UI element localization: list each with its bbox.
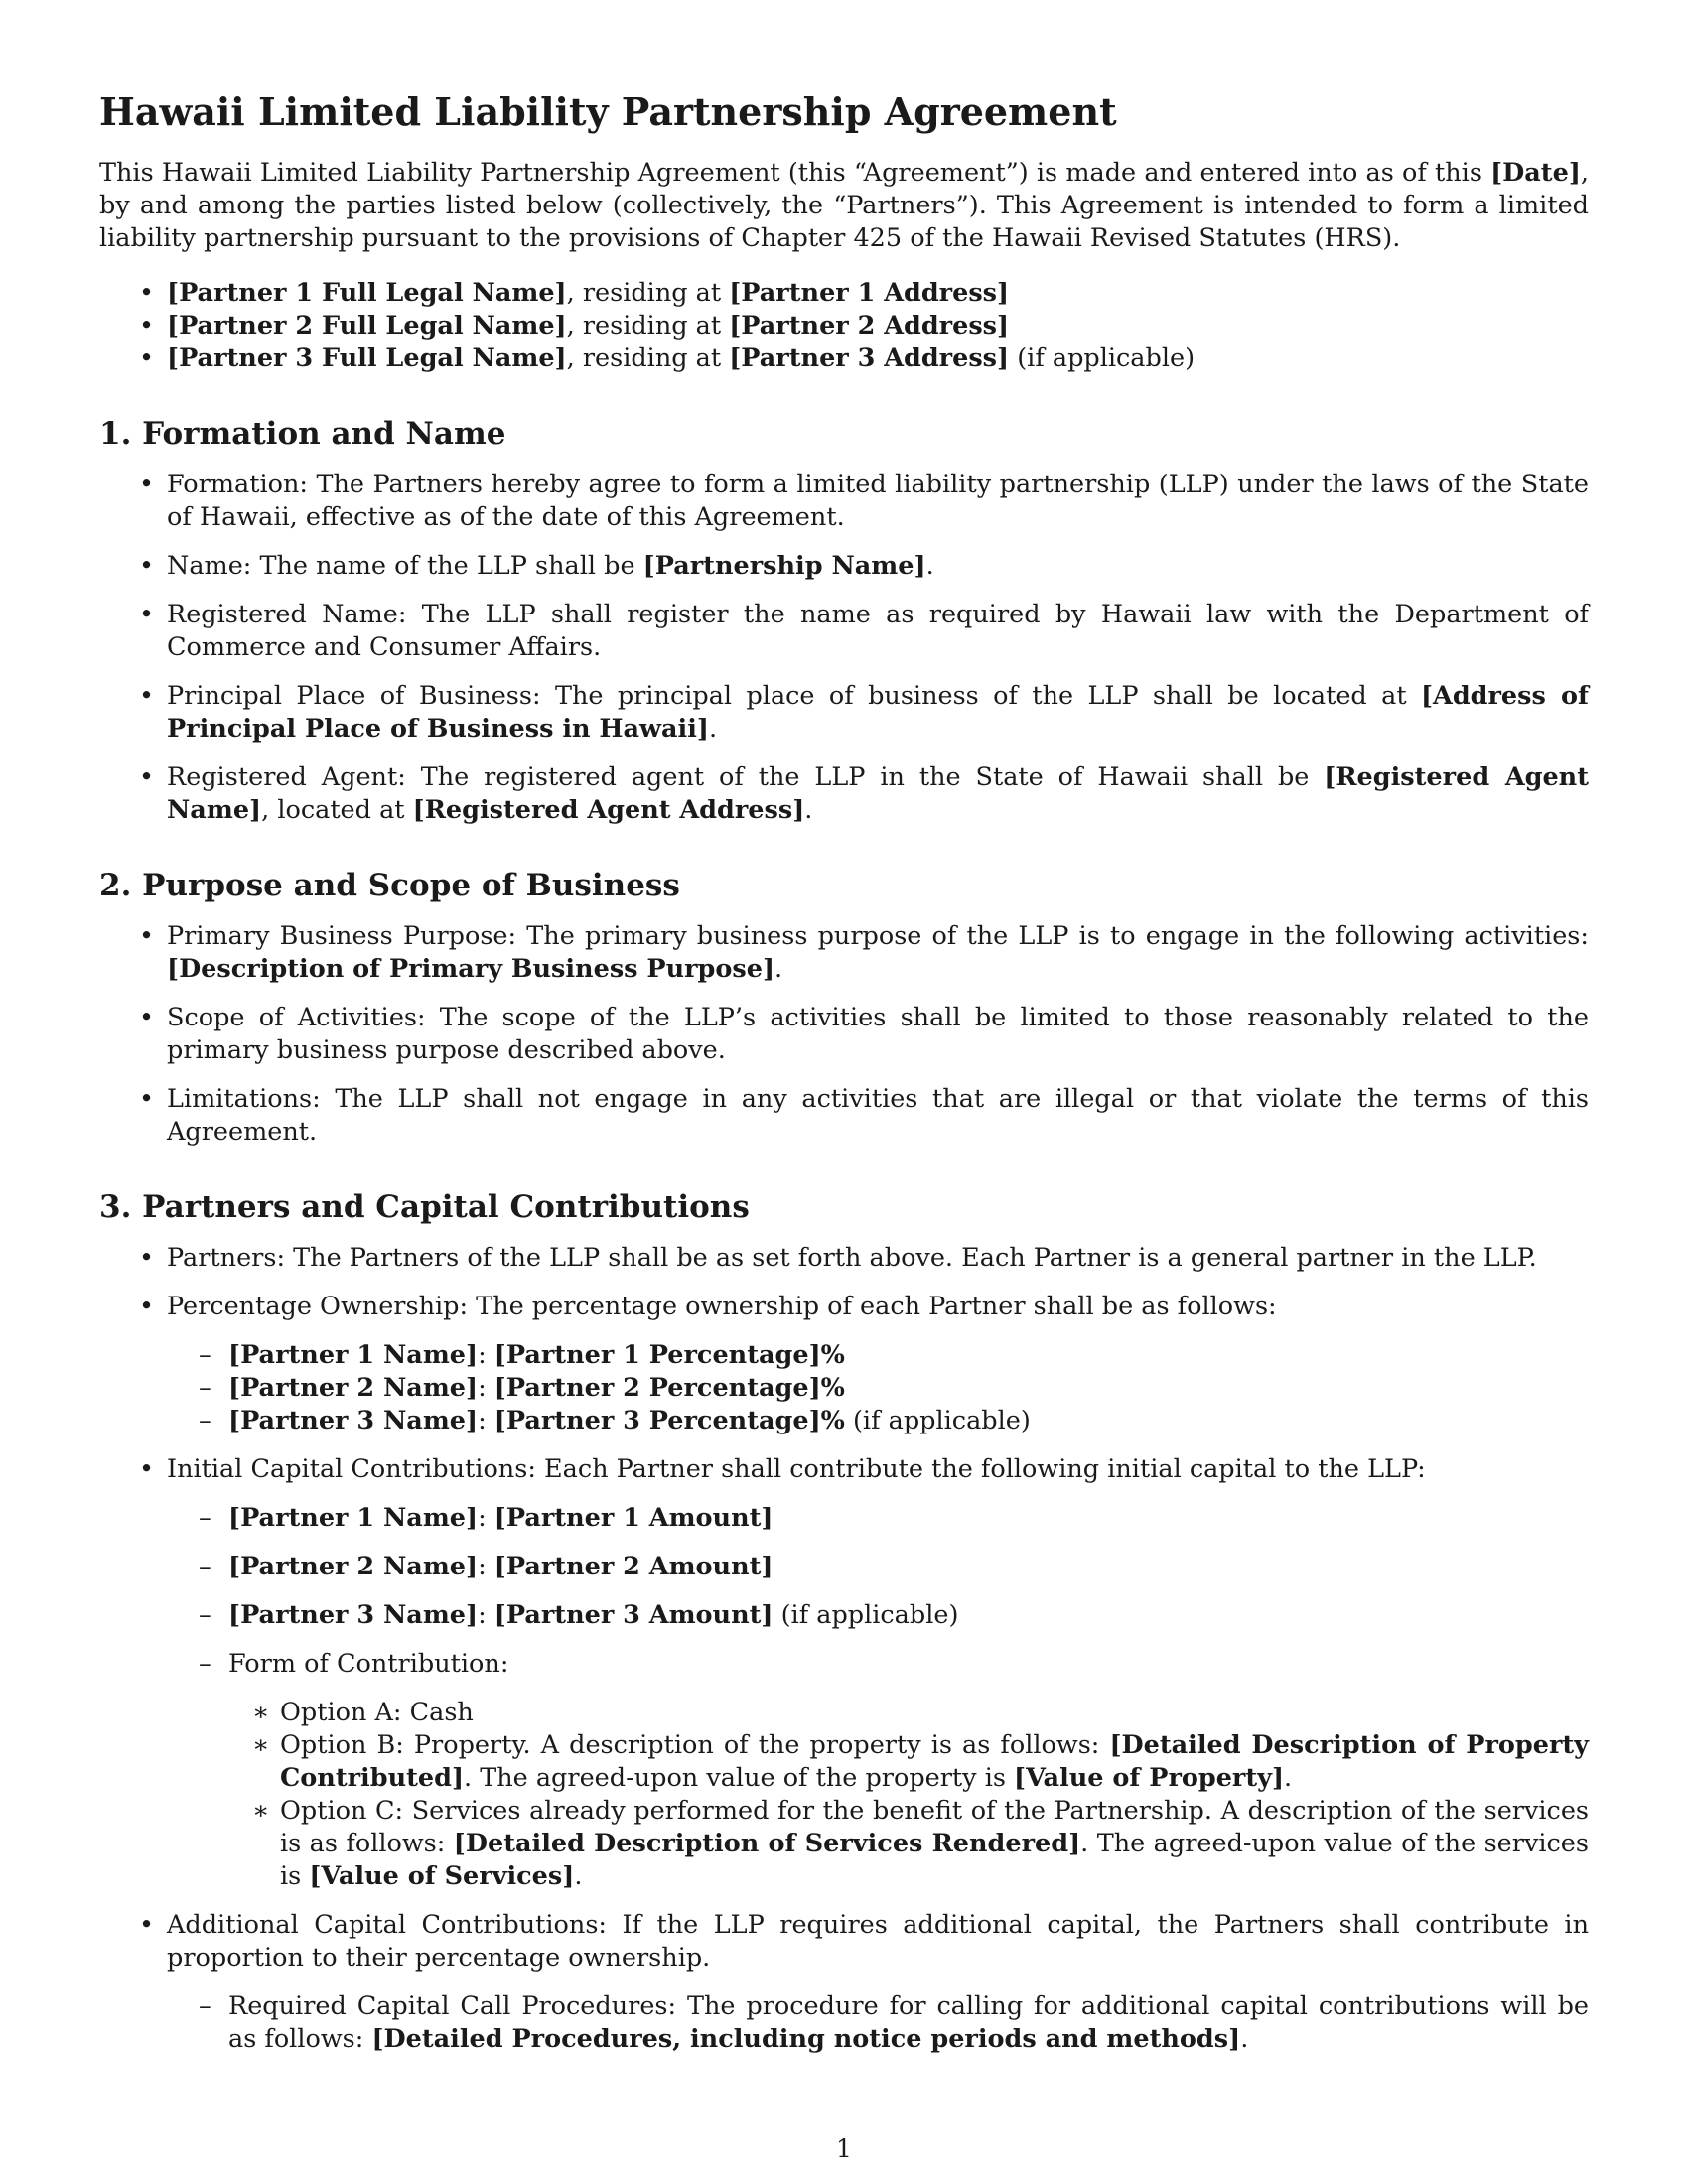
partner-item bbox=[99, 342, 1589, 375]
capital-call-text: Required Capital Call Procedures: The procedure for calling for additional capital contributions will be as follows: bbox=[228, 1991, 1589, 2054]
partner-item bbox=[99, 310, 1589, 342]
contributor-name: [Partner 2 Name] bbox=[228, 1552, 479, 1581]
partner-item bbox=[99, 277, 1589, 310]
form-of-contribution-label: Form of Contribution: bbox=[228, 1649, 509, 1679]
contributor-name: [Partner 3 Name] bbox=[228, 1600, 479, 1630]
additional-capital-item bbox=[99, 1909, 1589, 2056]
initial-capital-text: Initial Capital Contributions: Each Partner shall contribute the following initial capital to the LLP: bbox=[167, 1454, 1426, 1484]
option-b-text-cont: . The agreed-upon value of the property is bbox=[464, 1763, 1015, 1793]
owner-name: [Partner 1 Name] bbox=[228, 1340, 479, 1370]
page-number: 1 bbox=[836, 2134, 852, 2163]
form-of-contribution-item bbox=[167, 1648, 1589, 1893]
owner-percentage: [Partner 1 Percentage]% bbox=[493, 1340, 845, 1370]
document-title: Hawaii Limited Liability Partnership Agreement bbox=[99, 89, 1117, 134]
capital-call-list bbox=[167, 1990, 1589, 2056]
registered-agent-item bbox=[99, 761, 1589, 827]
sep: : bbox=[478, 1552, 494, 1581]
agent-name-placeholder: [Registered Agent Name] bbox=[167, 762, 1589, 825]
owner-name: [Partner 2 Name] bbox=[228, 1373, 479, 1403]
section-1-heading: 1. Formation and Name bbox=[99, 416, 506, 452]
option-b bbox=[228, 1729, 1589, 1795]
purpose-text: Primary Business Purpose: The primary business purpose of the LLP is to engage in the following activities: bbox=[167, 921, 1589, 951]
partner-name: [Partner 2 Full Legal Name] bbox=[167, 311, 567, 341]
partners-item: • Partners: The Partners of the LLP shall be as set forth above. Each Partner is a general partner in the LLP. bbox=[99, 1242, 1589, 1275]
services-description-placeholder: [Detailed Description of Services Rendered] bbox=[453, 1829, 1081, 1858]
partner-address: [Partner 2 Address] bbox=[729, 311, 1010, 341]
principal-place-item bbox=[99, 680, 1589, 746]
additional-capital-text: Additional Capital Contributions: If the LLP requires additional capital, the Partners shall contribute in proportion to their percentage ownership. bbox=[167, 1910, 1589, 1973]
contribution-amount: [Partner 3 Amount] bbox=[493, 1600, 774, 1630]
contribution-row bbox=[167, 1599, 1589, 1632]
intro-paragraph bbox=[99, 157, 1589, 255]
initial-capital-item bbox=[99, 1453, 1589, 1893]
punct: . bbox=[708, 714, 718, 744]
sep: : bbox=[478, 1600, 494, 1630]
partner-mid: , residing at bbox=[566, 343, 730, 373]
purpose-placeholder: [Description of Primary Business Purpose] bbox=[167, 954, 775, 984]
contribution-options-list bbox=[228, 1697, 1589, 1893]
capital-call-placeholder: [Detailed Procedures, including notice periods and methods] bbox=[371, 2024, 1241, 2054]
limitations-item: • Limitations: The LLP shall not engage in any activities that are illegal or that violate the terms of this Agreement. bbox=[99, 1083, 1589, 1149]
sep: : bbox=[478, 1406, 494, 1435]
contribution-amount: [Partner 1 Amount] bbox=[493, 1503, 774, 1533]
capital-call-item bbox=[167, 1990, 1589, 2056]
ownership-row bbox=[167, 1405, 1589, 1437]
partner-name: [Partner 3 Full Legal Name] bbox=[167, 343, 567, 373]
place-text: Principal Place of Business: The principal place of business of the LLP shall be located at bbox=[167, 681, 1421, 711]
partnership-name-placeholder: [Partnership Name] bbox=[642, 551, 926, 581]
services-value-placeholder: [Value of Services] bbox=[309, 1861, 575, 1891]
scope-item: • Scope of Activities: The scope of the LLP’s activities shall be limited to those reasonably related to the primary business purpose described above. bbox=[99, 1002, 1589, 1067]
section-3-list bbox=[99, 1242, 1589, 2056]
property-description-placeholder: [Detailed Description of Property Contributed] bbox=[280, 1730, 1589, 1793]
section-2-heading: 2. Purpose and Scope of Business bbox=[99, 868, 680, 903]
option-c-text: Option C: Services already performed for the benefit of the Partnership. A description of the services is as follows: bbox=[280, 1796, 1589, 1858]
document-page bbox=[99, 89, 1589, 2072]
date-placeholder: [Date] bbox=[1490, 158, 1581, 188]
ownership-row bbox=[167, 1339, 1589, 1372]
owner-percentage: [Partner 3 Percentage]% bbox=[493, 1406, 845, 1435]
owner-percentage: [Partner 2 Percentage]% bbox=[493, 1373, 845, 1403]
punct: . bbox=[1240, 2024, 1249, 2054]
sep: : bbox=[478, 1340, 494, 1370]
intro-text: This Hawaii Limited Liability Partnership Agreement (this “Agreement”) is made and entered into as of this bbox=[99, 158, 1491, 188]
contributor-name: [Partner 1 Name] bbox=[228, 1503, 479, 1533]
name-text: Name: The name of the LLP shall be bbox=[167, 551, 643, 581]
agent-address-placeholder: [Registered Agent Address] bbox=[412, 795, 805, 825]
partner-list bbox=[99, 277, 1589, 375]
ownership-list bbox=[167, 1339, 1589, 1437]
contribution-suffix: (if applicable) bbox=[773, 1600, 959, 1630]
option-c-text-cont: . The agreed-upon value of the services is bbox=[280, 1829, 1589, 1891]
punct: . bbox=[804, 795, 813, 825]
option-b-text: Option B: Property. A description of the property is as follows: bbox=[280, 1730, 1110, 1760]
registered-name-item: • Registered Name: The LLP shall register the name as required by Hawaii law with the Department of Commerce and Consumer Affairs. bbox=[99, 599, 1589, 664]
section-1-list bbox=[99, 469, 1589, 827]
section-3-heading: 3. Partners and Capital Contributions bbox=[99, 1189, 750, 1225]
owner-suffix: (if applicable) bbox=[844, 1406, 1031, 1435]
partner-address: [Partner 1 Address] bbox=[729, 278, 1010, 308]
punct: . bbox=[925, 551, 934, 581]
initial-capital-list bbox=[167, 1502, 1589, 1893]
option-c bbox=[228, 1795, 1589, 1893]
partner-mid: , residing at bbox=[566, 278, 730, 308]
property-value-placeholder: [Value of Property] bbox=[1014, 1763, 1285, 1793]
purpose-item bbox=[99, 920, 1589, 986]
ownership-row bbox=[167, 1372, 1589, 1405]
section-2-list bbox=[99, 920, 1589, 1149]
partner-suffix: (if applicable) bbox=[1009, 343, 1196, 373]
punct: . bbox=[574, 1861, 583, 1891]
ownership-item bbox=[99, 1291, 1589, 1437]
owner-name: [Partner 3 Name] bbox=[228, 1406, 479, 1435]
sep: : bbox=[478, 1503, 494, 1533]
agent-text-cont: , located at bbox=[261, 795, 413, 825]
contribution-row bbox=[167, 1551, 1589, 1583]
partner-address: [Partner 3 Address] bbox=[729, 343, 1010, 373]
formation-item: • Formation: The Partners hereby agree to form a limited liability partnership (LLP) under the laws of the State of Hawaii, effective as of the date of this Agreement. bbox=[99, 469, 1589, 534]
option-a: ∗ Option A: Cash bbox=[228, 1697, 1589, 1729]
sep: : bbox=[478, 1373, 494, 1403]
agent-text: Registered Agent: The registered agent of the LLP in the State of Hawaii shall be bbox=[167, 762, 1325, 792]
partner-mid: , residing at bbox=[566, 311, 730, 341]
punct: . bbox=[1284, 1763, 1293, 1793]
name-item bbox=[99, 550, 1589, 583]
intro-text-cont: , by and among the parties listed below (collectively, the “Partners”). This Agreement is intended to form a limited liability partnership pursuant to the provisions of Chapter 425 of the Hawaii Revised Statutes (HRS). bbox=[99, 158, 1589, 253]
contribution-row bbox=[167, 1502, 1589, 1535]
place-placeholder: [Address of Principal Place of Business in Hawaii] bbox=[167, 681, 1589, 744]
partner-name: [Partner 1 Full Legal Name] bbox=[167, 278, 567, 308]
punct: . bbox=[774, 954, 783, 984]
ownership-text: Percentage Ownership: The percentage ownership of each Partner shall be as follows: bbox=[167, 1292, 1277, 1321]
contribution-amount: [Partner 2 Amount] bbox=[493, 1552, 774, 1581]
